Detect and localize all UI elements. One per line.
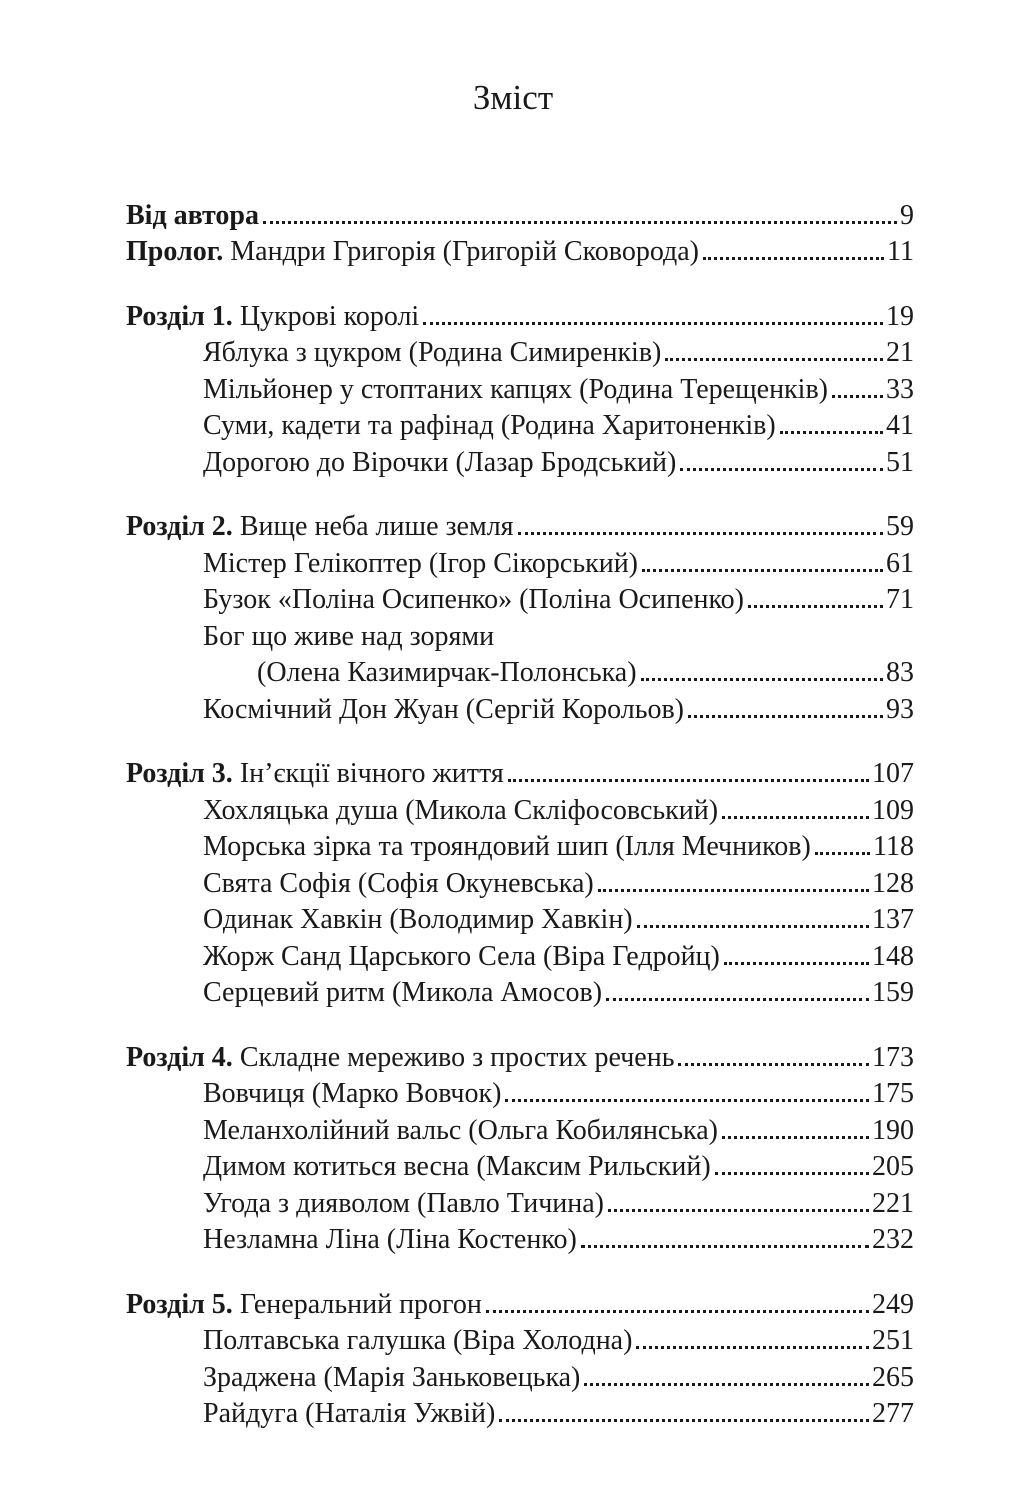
dot-leader (780, 431, 883, 434)
page-number: 251 (872, 1325, 914, 1356)
toc-entry-title (203, 1187, 604, 1221)
dot-leader (581, 1245, 869, 1248)
page-number: 83 (886, 657, 914, 688)
toc-entry-title (203, 1361, 580, 1395)
page-number: 61 (886, 547, 914, 579)
toc-entry-text: Жорж Санд Царського Села (Віра Гедройц) (203, 940, 720, 972)
toc-entry-text: Полтавська галушка (Віра Холодна) (203, 1325, 633, 1356)
page-number: 11 (887, 236, 914, 267)
toc-entry-title (203, 583, 744, 617)
toc-entry-title (203, 373, 828, 407)
toc-entry-title (126, 1288, 482, 1322)
toc-entry-label: Розділ 1. (126, 300, 233, 332)
dot-leader (748, 605, 883, 608)
toc-entry-title (203, 867, 594, 901)
toc-entry-text: Угода з дияволом (Павло Тичина) (203, 1187, 604, 1219)
dot-leader (263, 221, 897, 224)
toc-entry-title (126, 510, 514, 544)
toc-entry-title (203, 976, 602, 1010)
toc-subentry[interactable] (126, 654, 914, 691)
dot-leader (423, 322, 883, 325)
toc-entry-label: Пролог. (126, 236, 224, 267)
dot-leader (665, 358, 883, 361)
toc-subentry[interactable] (126, 407, 914, 444)
toc-subentry[interactable] (126, 581, 914, 618)
toc-entry-label: Розділ 2. (126, 511, 233, 542)
toc-entry[interactable] (126, 1038, 914, 1075)
page-number: 71 (886, 584, 914, 615)
toc-entry-title (126, 199, 259, 233)
toc-subentry[interactable] (126, 1358, 914, 1395)
dot-leader (518, 532, 883, 535)
toc-entry-text: Вовчиця (Марко Вовчок) (203, 1078, 502, 1109)
toc-entry-text: Складне мереживо з простих речень (232, 1041, 675, 1073)
toc-entry-text: Райдуга (Наталія Ужвій) (203, 1398, 496, 1429)
dot-leader (584, 1383, 869, 1386)
toc-entry-title (203, 1223, 577, 1257)
page-number: 173 (872, 1041, 914, 1073)
dot-leader (505, 1099, 869, 1102)
toc-entry[interactable] (126, 755, 914, 792)
page-number: 175 (872, 1078, 914, 1109)
toc-entry-title (203, 830, 811, 864)
page-number: 59 (886, 511, 914, 542)
toc-entry-text: Мандри Григорія (Григорій Сковорода) (223, 236, 700, 267)
page-number: 190 (872, 1114, 914, 1146)
toc-subentry[interactable] (126, 791, 914, 828)
page-number: 33 (886, 373, 914, 405)
toc-entry-text: Ін’єкції вічного життя (232, 758, 504, 789)
toc-entry-text: Одинак Хавкін (Володимир Хавкін) (203, 904, 633, 935)
toc-entry-label: Розділ 5. (126, 1288, 233, 1320)
toc-subentry[interactable] (126, 937, 914, 974)
toc-subentry[interactable] (126, 1111, 914, 1148)
toc-entry-text: Мільйонер у стоптаних капцях (Родина Терещенків) (203, 373, 828, 405)
toc-entry-text: Цукрові королі (232, 300, 420, 332)
toc-entry-text: Бог що живе над зорями (203, 620, 495, 652)
page-number: 137 (872, 904, 914, 935)
section-gap (126, 727, 914, 755)
toc-subentry[interactable] (126, 617, 914, 654)
page-number: 205 (872, 1151, 914, 1182)
toc-entry-text: Яблука з цукром (Родина Симиренків) (203, 337, 662, 368)
toc-entry-label: Від автора (126, 199, 259, 231)
dot-leader (508, 779, 869, 782)
toc-subentry[interactable] (126, 1184, 914, 1221)
toc-entry-title (203, 446, 676, 480)
toc-entry-text: Серцевий ритм (Микола Амосов) (203, 977, 603, 1008)
toc-entry-text: Бузок «Поліна Осипенко» (Поліна Осипенко) (203, 584, 744, 615)
toc-entry-title (126, 235, 699, 269)
toc-entry-text: Дорогою до Вірочки (Лазар Бродський) (203, 446, 677, 478)
toc-entry[interactable] (126, 1285, 914, 1322)
dot-leader (688, 715, 883, 718)
dot-leader (724, 962, 869, 965)
dot-leader (608, 1209, 869, 1212)
toc-entry-text: Незламна Ліна (Ліна Костенко) (203, 1224, 577, 1255)
toc-entry-text: Свята Софія (Софія Окуневська) (203, 867, 594, 899)
section-gap (126, 1010, 914, 1038)
page-number: 232 (872, 1224, 914, 1255)
dot-leader (606, 998, 869, 1001)
toc-entry-title (203, 1397, 495, 1431)
toc-entry-title (257, 656, 637, 690)
dot-leader (637, 925, 869, 928)
toc-entry-text: Суми, кадети та рафінад (Родина Харитоненків) (203, 410, 776, 441)
toc-entry-text: Генеральний прогон (232, 1288, 482, 1320)
section-gap (126, 1257, 914, 1285)
toc-subentry[interactable] (126, 1322, 914, 1359)
dot-leader (499, 1419, 869, 1422)
toc-subentry[interactable] (126, 974, 914, 1011)
toc-subentry[interactable] (126, 828, 914, 865)
toc-entry[interactable] (126, 297, 914, 334)
toc-subentry[interactable] (126, 334, 914, 371)
toc-entry-text: Зраджена (Марія Заньковецька) (203, 1361, 581, 1393)
page-number: 249 (872, 1288, 914, 1320)
toc-entry-title (126, 1041, 674, 1075)
dot-leader (722, 816, 869, 819)
page-title: Зміст (472, 78, 554, 117)
dot-leader (680, 468, 883, 471)
toc-entry-text: Вище неба лише земля (232, 511, 514, 542)
dot-leader (636, 1346, 869, 1349)
toc-entry-label: Розділ 3. (126, 758, 233, 789)
toc-entry-label: Розділ 4. (126, 1041, 233, 1073)
dot-leader (703, 257, 884, 260)
toc-subentry[interactable] (126, 443, 914, 480)
toc-entry-title (203, 547, 638, 581)
toc-entry-title (203, 903, 633, 937)
page-number: 159 (872, 977, 914, 1008)
toc-entry-title (126, 757, 504, 791)
toc-entry-text: Містер Гелікоптер (Ігор Сікорський) (203, 547, 638, 579)
toc-entry-title (203, 1324, 632, 1358)
toc-subentry[interactable] (126, 901, 914, 938)
toc-entry-text: Димом котиться весна (Максим Рильский) (203, 1151, 711, 1182)
toc-subentry[interactable] (126, 1148, 914, 1185)
toc-subentry[interactable] (126, 544, 914, 581)
page-number: 265 (872, 1361, 914, 1393)
dot-leader (832, 395, 883, 398)
section-gap (126, 269, 914, 297)
page-number: 93 (886, 693, 914, 725)
toc-entry-title (203, 620, 494, 654)
toc-subentry[interactable] (126, 1075, 914, 1112)
toc-entry-title (203, 1150, 711, 1184)
toc-entry-text: Космічний Дон Жуан (Сергій Корольов) (203, 693, 685, 725)
toc-entry-text: Морська зірка та трояндовий шип (Ілля Мечников) (203, 831, 811, 862)
toc-subentry[interactable] (126, 690, 914, 727)
toc-entry-title (126, 300, 419, 334)
page-number: 19 (886, 300, 914, 332)
toc-entry-title (203, 1077, 501, 1111)
page-number: 128 (872, 867, 914, 899)
table-of-contents (126, 196, 914, 1431)
dot-leader (641, 678, 883, 681)
page-number: 21 (886, 337, 914, 368)
page-number: 277 (872, 1398, 914, 1429)
dot-leader (815, 852, 870, 855)
toc-entry-title (203, 940, 720, 974)
page-number: 221 (872, 1187, 914, 1219)
toc-entry-title (203, 794, 718, 828)
toc-subentry[interactable] (126, 1395, 914, 1432)
dot-leader (642, 569, 883, 572)
toc-entry[interactable] (126, 196, 914, 233)
toc-entry-text: Хохляцька душа (Микола Скліфосовський) (203, 794, 719, 826)
page-number: 51 (886, 446, 914, 478)
dot-leader (486, 1310, 869, 1313)
toc-entry-title (203, 1114, 718, 1148)
dot-leader (678, 1063, 869, 1066)
toc-entry-title (203, 693, 684, 727)
toc-entry-title (203, 409, 776, 443)
dot-leader (598, 889, 869, 892)
page-number: 41 (886, 410, 914, 441)
toc-subentry[interactable] (126, 370, 914, 407)
toc-entry-title (203, 336, 661, 370)
page-number: 148 (872, 940, 914, 972)
page-number: 107 (872, 758, 914, 789)
section-gap (126, 480, 914, 508)
toc-entry-text: Меланхолійний вальс (Ольга Кобилянська) (203, 1114, 718, 1146)
toc-entry[interactable] (126, 508, 914, 545)
page-number: 9 (900, 199, 914, 231)
toc-subentry[interactable] (126, 1221, 914, 1258)
toc-subentry[interactable] (126, 864, 914, 901)
toc-entry-text: (Олена Казимирчак-Полонська) (257, 657, 637, 688)
page-number: 118 (873, 831, 914, 862)
toc-entry[interactable] (126, 233, 914, 270)
dot-leader (715, 1172, 869, 1175)
page-number: 109 (872, 794, 914, 826)
dot-leader (722, 1136, 869, 1139)
